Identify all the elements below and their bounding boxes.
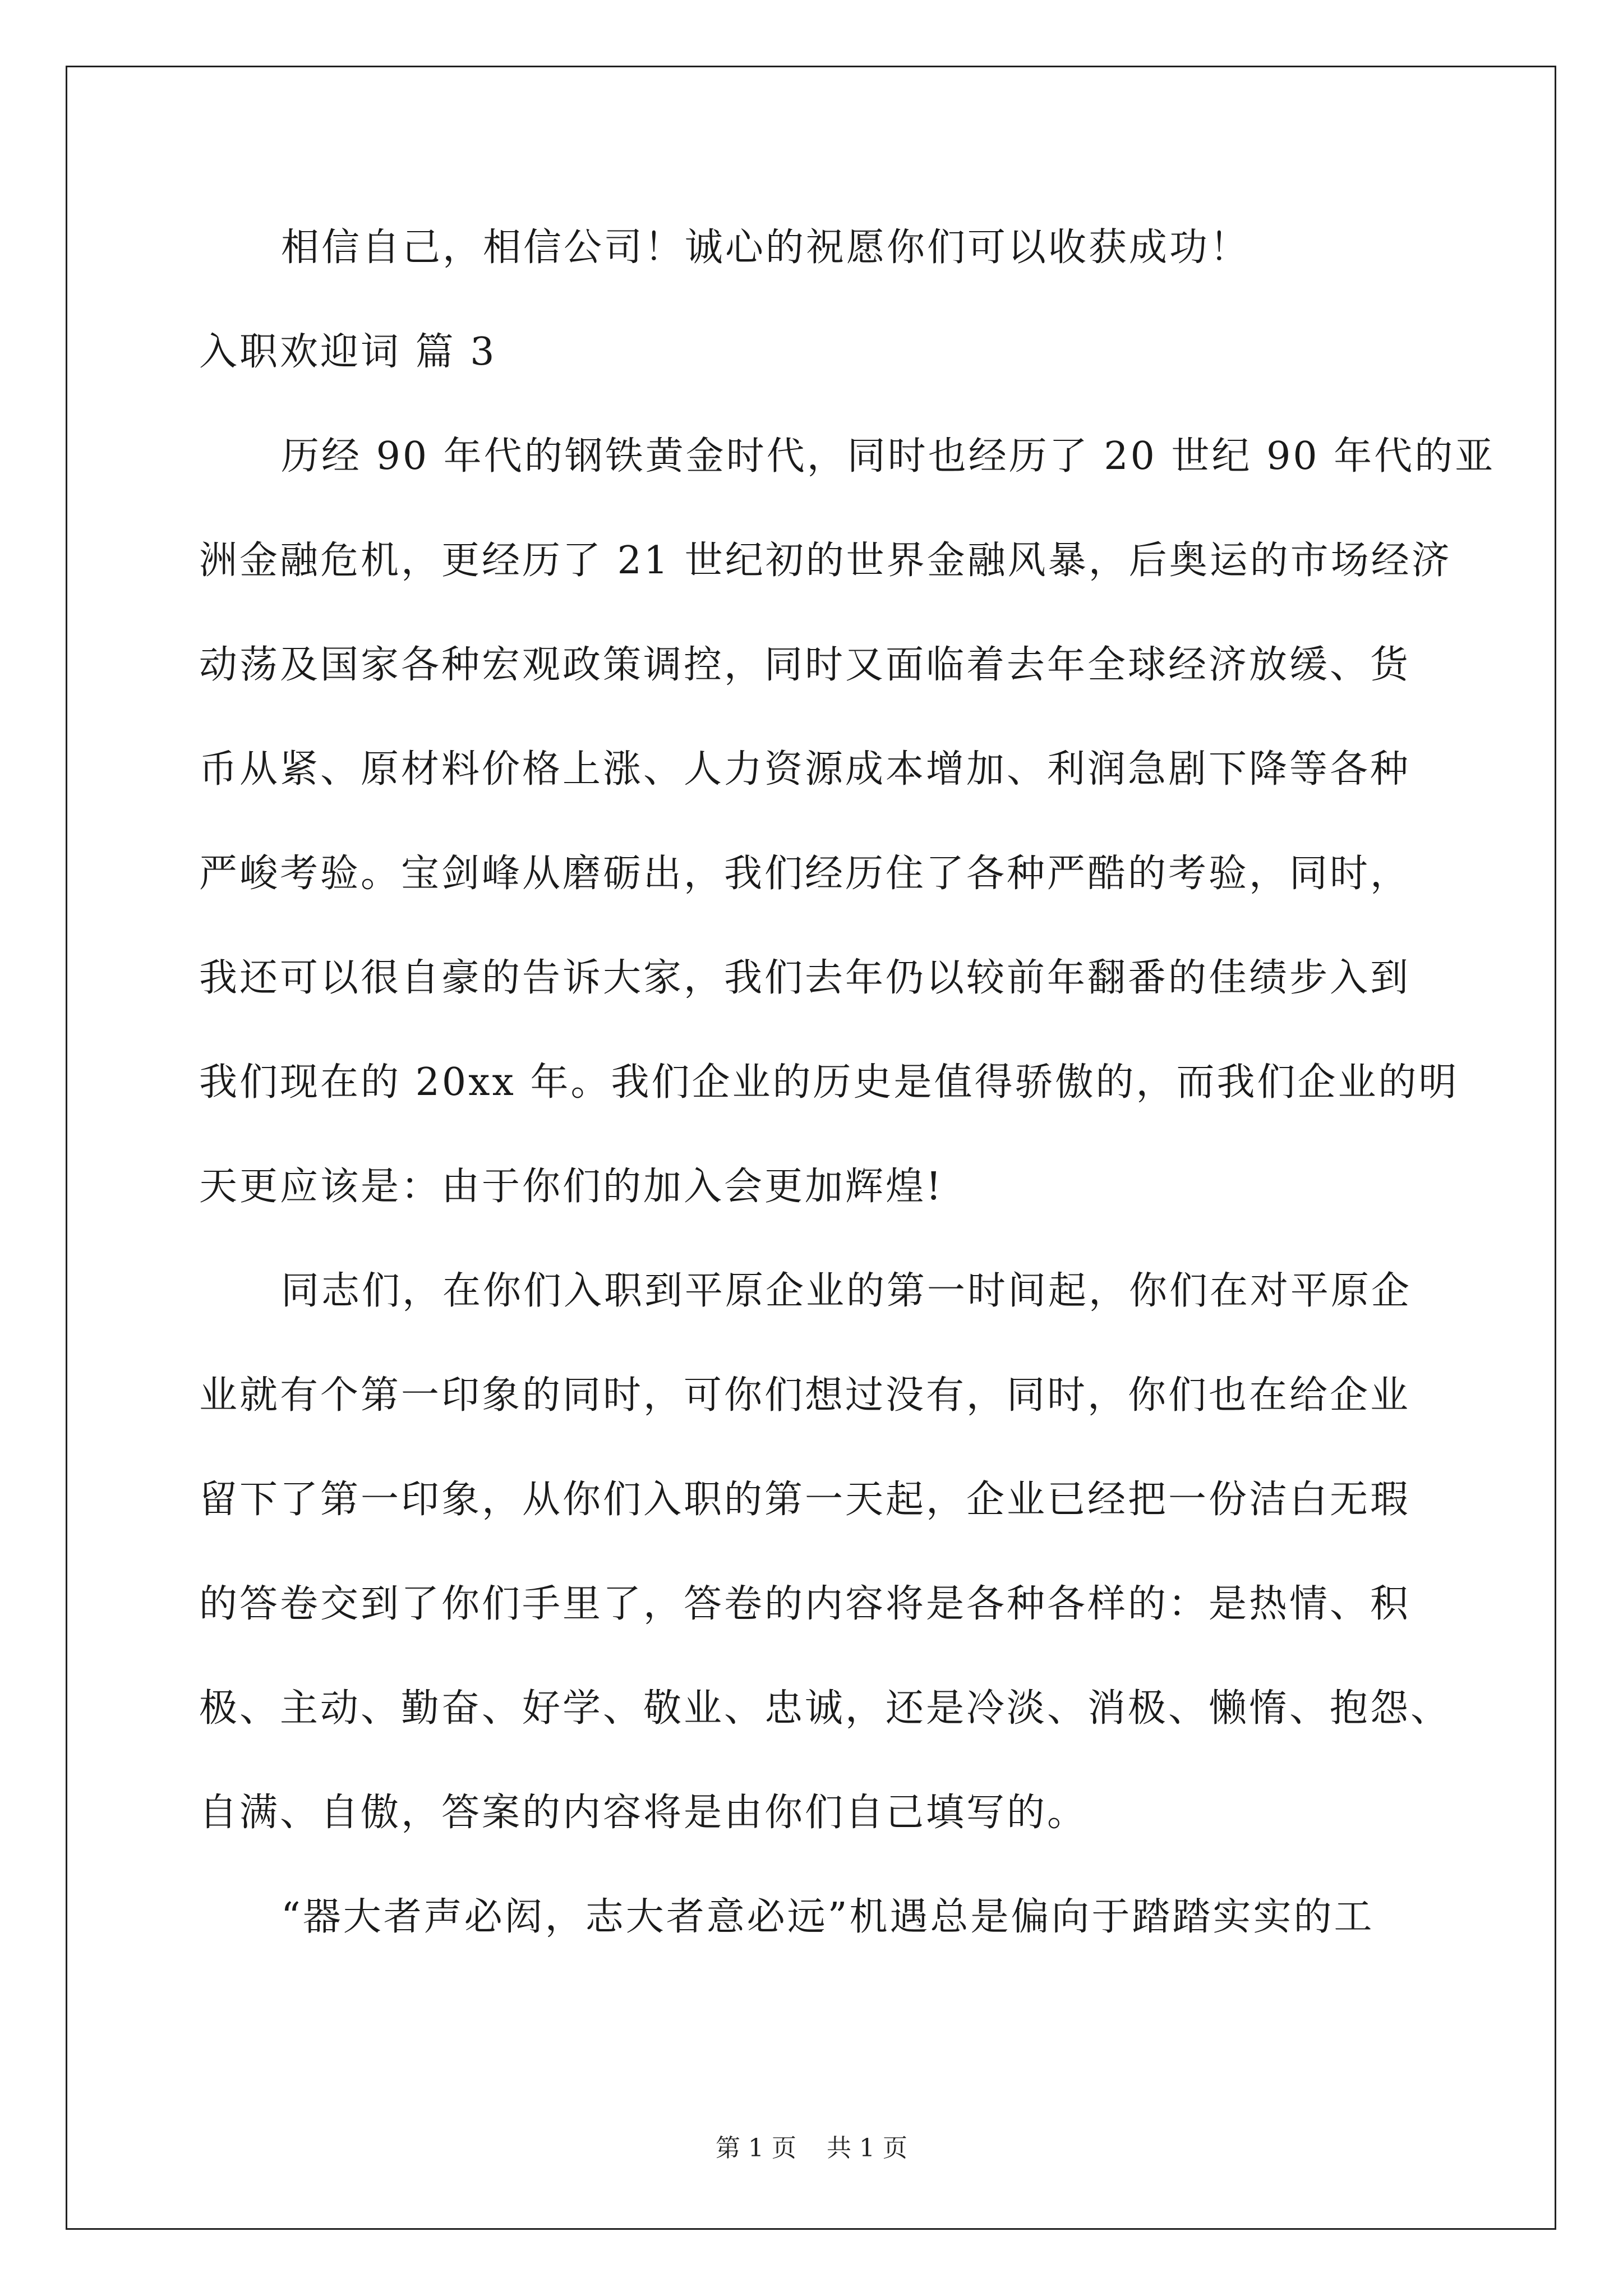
paragraph-line: 天更应该是：由于你们的加入会更加辉煌! (199, 1165, 944, 1209)
paragraph-line: 同志们，在你们入职到平原企业的第一时间起，你们在对平原企 (281, 1269, 1412, 1313)
page-footer (0, 2128, 1623, 2164)
paragraph-line: 我们现在的 20xx 年。我们企业的历史是值得骄傲的，而我们企业的明 (199, 1060, 1459, 1105)
paragraph-line: 的答卷交到了你们手里了，答卷的内容将是各种各样的：是热情、积 (199, 1582, 1411, 1626)
document-body (199, 222, 1496, 1995)
section-heading: 入职欢迎词 篇 3 (199, 330, 497, 374)
paragraph-line: 历经 90 年代的钢铁黄金时代，同时也经历了 20 世纪 90 年代的亚 (281, 434, 1496, 478)
paragraph-line: 业就有个第一印象的同时，可你们想过没有，同时，你们也在给企业 (199, 1373, 1411, 1418)
paragraph-line: 严峻考验。宝剑峰从磨砺出，我们经历住了各种严酷的考验，同时， (199, 852, 1411, 896)
paragraph-line: 动荡及国家各种宏观政策调控，同时又面临着去年全球经济放缓、货 (199, 643, 1411, 687)
page-total: 共 1 页 (827, 2134, 907, 2162)
paragraph-line: “器大者声必闳，志大者意必远”机遇总是偏向于踏踏实实的工 (281, 1895, 1375, 1939)
paragraph-line: 自满、自傲，答案的内容将是由你们自己填写的。 (199, 1791, 1088, 1835)
paragraph-line: 极、主动、勤奋、好学、敬业、忠诚，还是冷淡、消极、懒惰、抱怨、 (199, 1686, 1451, 1731)
paragraph-line: 币从紧、原材料价格上涨、人力资源成本增加、利润急剧下降等各种 (199, 747, 1411, 792)
paragraph-line: 我还可以很自豪的告诉大家，我们去年仍以较前年翻番的佳绩步入到 (199, 956, 1411, 1000)
paragraph-line: 洲金融危机，更经历了 21 世纪初的世界金融风暴，后奥运的市场经济 (199, 539, 1452, 583)
paragraph-line: 相信自己，相信公司！诚心的祝愿你们可以收获成功！ (281, 226, 1251, 270)
page-number: 第 1 页 (716, 2134, 796, 2162)
paragraph-line: 留下了第一印象，从你们入职的第一天起，企业已经把一份洁白无瑕 (199, 1478, 1411, 1522)
